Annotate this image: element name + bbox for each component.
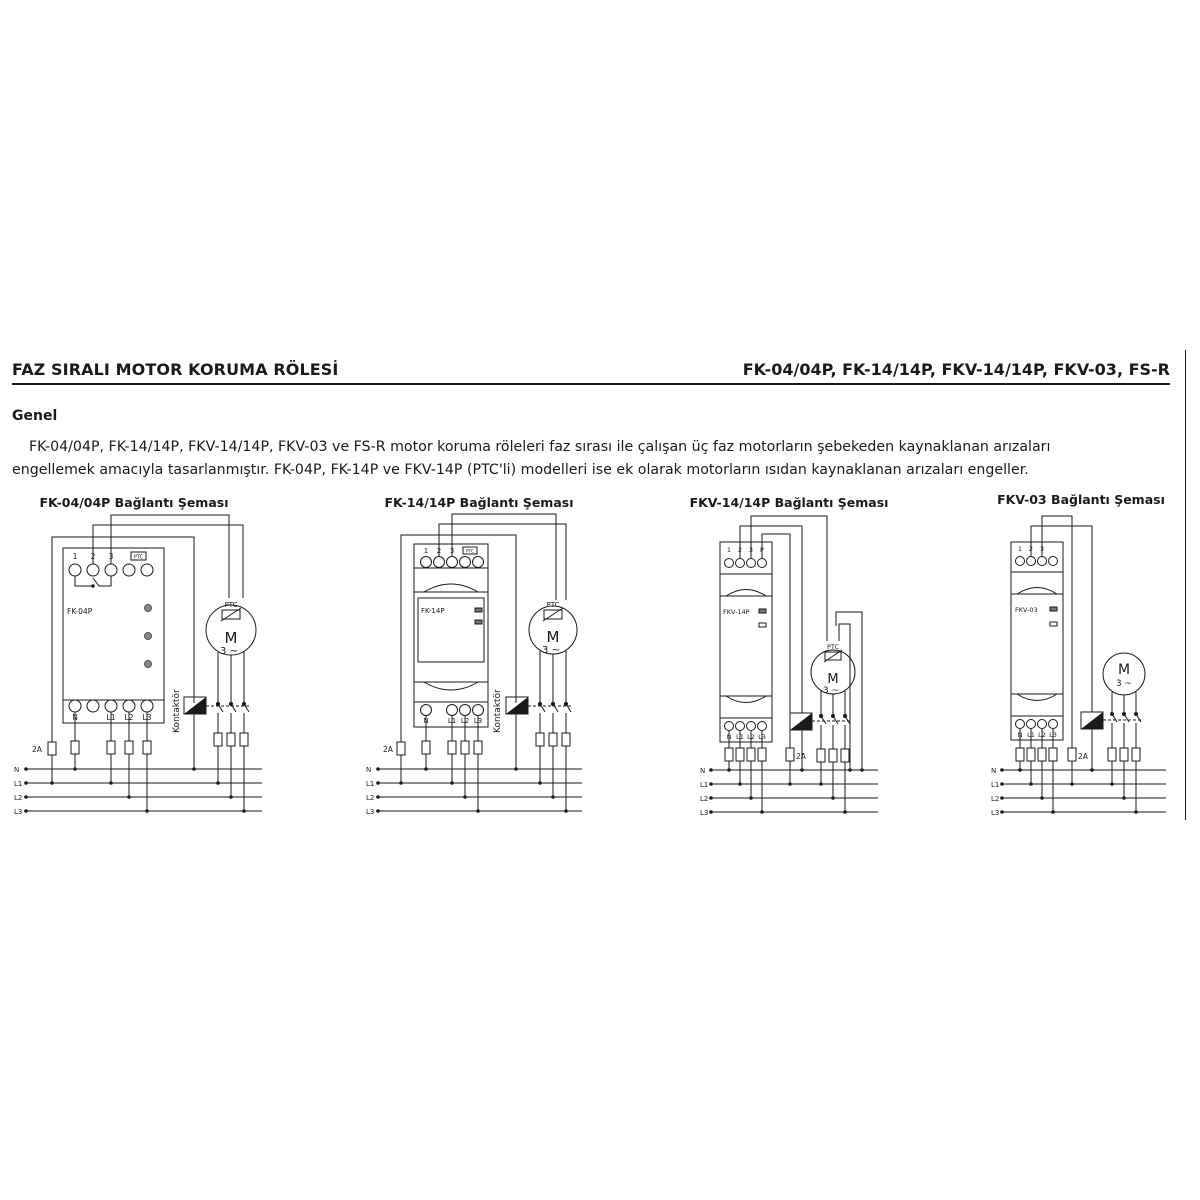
terminal-screw xyxy=(141,700,153,712)
fuse-label: 2A xyxy=(32,745,42,754)
fuse xyxy=(829,749,837,762)
terminal-label: 2 xyxy=(90,552,96,561)
fuse xyxy=(71,741,79,754)
fuse xyxy=(1027,748,1035,761)
status-led xyxy=(145,633,152,640)
fuse-2a xyxy=(1068,748,1076,761)
device-label: FK-04P xyxy=(67,607,93,616)
terminal-label: L1 xyxy=(736,733,744,741)
line-label: L1 xyxy=(366,780,375,788)
paragraph-line-2: engellemek amacıyla tasarlanmıştır. FK-04P, FK-14P ve FKV-14P (PTC'li) modelleri ise ek olarak motorların ısıdan kaynaklanan arızaları engeller. xyxy=(12,462,1029,478)
terminal-screw xyxy=(1038,720,1047,729)
terminal-screw xyxy=(1049,557,1058,566)
device-label: FKV-14P xyxy=(723,608,750,616)
fuse xyxy=(1038,748,1046,761)
fuse xyxy=(536,733,544,746)
line-label: L1 xyxy=(700,781,709,789)
fuse xyxy=(125,741,133,754)
wire xyxy=(75,712,147,741)
terminal-label: P xyxy=(760,546,764,554)
contactor-label: Kontaktör xyxy=(172,689,182,733)
terminal-screw xyxy=(87,564,99,576)
terminal-screw xyxy=(460,705,471,716)
fuse xyxy=(725,748,733,761)
fuse xyxy=(422,741,430,754)
terminal-screw xyxy=(473,557,484,568)
line-label: L3 xyxy=(991,809,1000,817)
fuse-label: 2A xyxy=(383,745,393,754)
paragraph-line-1: FK-04/04P, FK-14/14P, FKV-14/14P, FKV-03 ve FS-R motor koruma röleleri faz sırası ile çalışan üç faz motorların şebekeden kaynaklanan arızaları xyxy=(29,439,1051,455)
terminal-screw xyxy=(123,700,135,712)
terminal-screw xyxy=(725,722,734,731)
terminal-label: L3 xyxy=(142,713,152,722)
fuse xyxy=(143,741,151,754)
supply-line xyxy=(1002,770,1166,812)
line-label: L2 xyxy=(991,795,1000,803)
terminal-label: 3 xyxy=(1039,545,1045,553)
wire xyxy=(516,713,566,769)
status-led xyxy=(759,623,766,627)
model-list: FK-04/04P, FK-14/14P, FKV-14/14P, FKV-03, FS-R xyxy=(742,360,1170,379)
wire xyxy=(1020,761,1072,812)
terminal-label: 3 xyxy=(748,546,754,554)
line-label: N xyxy=(991,767,997,775)
terminal-label: L3 xyxy=(1049,731,1057,739)
wire xyxy=(1112,761,1136,812)
fuse xyxy=(214,733,222,746)
wire xyxy=(737,526,802,713)
status-led xyxy=(475,608,482,612)
supply-line xyxy=(26,769,262,811)
motor-phase: 3 ~ xyxy=(822,686,840,696)
fuse xyxy=(562,733,570,746)
status-led xyxy=(475,620,482,624)
wire xyxy=(802,725,845,770)
line-label: L2 xyxy=(700,795,709,803)
fuse xyxy=(1120,748,1128,761)
fuse xyxy=(736,748,744,761)
terminal-screw xyxy=(1027,720,1036,729)
fuse xyxy=(841,749,849,762)
line-label: N xyxy=(366,766,372,774)
wire xyxy=(194,713,244,769)
terminal-label: L3 xyxy=(758,733,766,741)
terminal-label: N xyxy=(72,713,78,722)
status-led xyxy=(145,605,152,612)
terminal-label: L1 xyxy=(106,713,116,722)
diagram-title: FKV-03 Bağlantı Şeması xyxy=(997,492,1165,507)
terminal-screw xyxy=(1027,557,1036,566)
terminal-label: PTC xyxy=(465,549,475,555)
terminal-label: L2 xyxy=(124,713,134,722)
fuse xyxy=(758,748,766,761)
line-label: N xyxy=(14,766,20,774)
wire xyxy=(1039,516,1072,748)
wire xyxy=(729,761,790,812)
line-label: L3 xyxy=(366,808,375,816)
terminal-label: PTC xyxy=(133,554,144,561)
terminal-screw xyxy=(447,705,458,716)
wire xyxy=(836,612,862,770)
wire xyxy=(426,716,478,741)
fuse xyxy=(1016,748,1024,761)
fuse xyxy=(549,733,557,746)
terminal-label: 3 xyxy=(108,552,114,561)
device-label: FK-14P xyxy=(421,607,445,615)
terminal-label: L3 xyxy=(473,717,483,725)
motor-letter: M xyxy=(827,672,839,687)
line-label: N xyxy=(700,767,706,775)
terminal-label: 1 xyxy=(423,547,429,555)
motor-sensor-label: PTC xyxy=(546,601,560,609)
wire xyxy=(218,746,244,811)
fuse xyxy=(448,741,456,754)
device-label: FKV-03 xyxy=(1015,606,1038,614)
fuse-2a xyxy=(48,742,56,755)
fuse xyxy=(240,733,248,746)
line-label: L3 xyxy=(14,808,23,816)
terminal-screw xyxy=(758,559,767,568)
wire xyxy=(762,534,790,748)
terminal-screw xyxy=(434,557,445,568)
wire xyxy=(1092,723,1136,770)
page-title: FAZ SIRALI MOTOR KORUMA RÖLESİ xyxy=(12,360,339,379)
fuse-2a xyxy=(786,748,794,761)
terminal-screw xyxy=(460,557,471,568)
status-led xyxy=(759,609,766,613)
terminal-screw xyxy=(447,557,458,568)
terminal-label: L1 xyxy=(1027,731,1035,739)
motor-phase: 3 ~ xyxy=(542,645,560,656)
wire xyxy=(1017,729,1053,748)
terminal-screw xyxy=(123,564,135,576)
contactor-label: Kontaktör xyxy=(493,689,503,733)
terminal-screw xyxy=(69,700,81,712)
diagram-fkv-14 xyxy=(690,495,889,817)
status-led xyxy=(145,661,152,668)
fuse xyxy=(817,749,825,762)
terminal-label: 2 xyxy=(436,547,442,555)
terminal-screw xyxy=(1038,557,1047,566)
diagram-fk-04 xyxy=(14,495,262,816)
fuse xyxy=(474,741,482,754)
terminal-screw xyxy=(1049,720,1058,729)
terminal-label: N xyxy=(423,717,429,725)
fuse xyxy=(1049,748,1057,761)
terminal-screw xyxy=(421,705,432,716)
line-label: L2 xyxy=(14,794,23,802)
relay-body xyxy=(720,542,772,742)
terminal-label: 2 xyxy=(1028,545,1034,553)
line-label: L2 xyxy=(366,794,375,802)
fuse-label: 2A xyxy=(1078,752,1088,761)
relay-body xyxy=(414,544,488,727)
terminal-label: L1 xyxy=(447,717,457,725)
fuse xyxy=(1108,748,1116,761)
terminal-screw xyxy=(421,557,432,568)
wire xyxy=(1028,526,1092,712)
terminal-screw xyxy=(141,564,153,576)
terminal-screw xyxy=(747,722,756,731)
motor-letter: M xyxy=(1117,662,1131,678)
terminal-screw xyxy=(1016,720,1025,729)
terminal-screw xyxy=(1016,557,1025,566)
terminal-screw xyxy=(747,559,756,568)
line-label: L3 xyxy=(700,809,709,817)
terminal-screw xyxy=(69,564,81,576)
terminal-label: 1 xyxy=(726,546,732,554)
diagram-title: FK-14/14P Bağlantı Şeması xyxy=(384,495,574,510)
terminal-label: L2 xyxy=(460,717,470,725)
wire xyxy=(540,651,566,704)
terminal-label: N xyxy=(726,733,732,741)
diagram-title: FKV-14/14P Bağlantı Şeması xyxy=(689,495,889,510)
terminal-screw xyxy=(725,559,734,568)
terminal-label: 2 xyxy=(737,546,743,554)
terminal-label: L2 xyxy=(1038,731,1046,739)
fuse-2a xyxy=(397,742,405,755)
line-label: L1 xyxy=(991,781,1000,789)
motor-phase: 3 ~ xyxy=(220,646,238,657)
line-label: L1 xyxy=(14,780,23,788)
terminal-label: N xyxy=(1017,731,1023,739)
terminal-label: 1 xyxy=(72,552,78,561)
diagram-fk-14 xyxy=(366,495,582,816)
supply-line xyxy=(711,770,878,812)
terminal-screw xyxy=(736,722,745,731)
wire xyxy=(108,515,229,598)
supply-line xyxy=(378,769,582,811)
wire xyxy=(726,731,762,748)
terminal-screw xyxy=(105,700,117,712)
motor-letter: M xyxy=(224,629,238,647)
motor-letter: M xyxy=(546,628,560,646)
terminal-screw xyxy=(736,559,745,568)
fuse xyxy=(107,741,115,754)
fuse xyxy=(461,741,469,754)
terminal-screw xyxy=(87,700,99,712)
wire xyxy=(218,652,244,704)
status-led xyxy=(1050,607,1057,611)
diagram-title: FK-04/04P Bağlantı Şeması xyxy=(39,495,229,510)
wire xyxy=(90,525,243,598)
terminal-screw xyxy=(105,564,117,576)
terminal-label: 1 xyxy=(1017,545,1023,553)
fuse xyxy=(227,733,235,746)
fuse-label: 2A xyxy=(796,752,806,761)
status-led xyxy=(1050,622,1057,626)
terminal-label: L2 xyxy=(747,733,755,741)
section-heading: Genel xyxy=(12,408,58,424)
motor-sensor-label: PTC xyxy=(826,643,840,651)
fuse xyxy=(1132,748,1140,761)
motor-phase: 3 ~ xyxy=(1115,679,1133,689)
diagram-fkv-03 xyxy=(991,492,1166,817)
motor-sensor-label: PTC xyxy=(224,601,238,609)
terminal-screw xyxy=(473,705,484,716)
wire xyxy=(1112,692,1136,714)
fuse xyxy=(747,748,755,761)
terminal-screw xyxy=(758,722,767,731)
wire xyxy=(540,746,566,811)
terminal-label: 3 xyxy=(449,547,455,555)
